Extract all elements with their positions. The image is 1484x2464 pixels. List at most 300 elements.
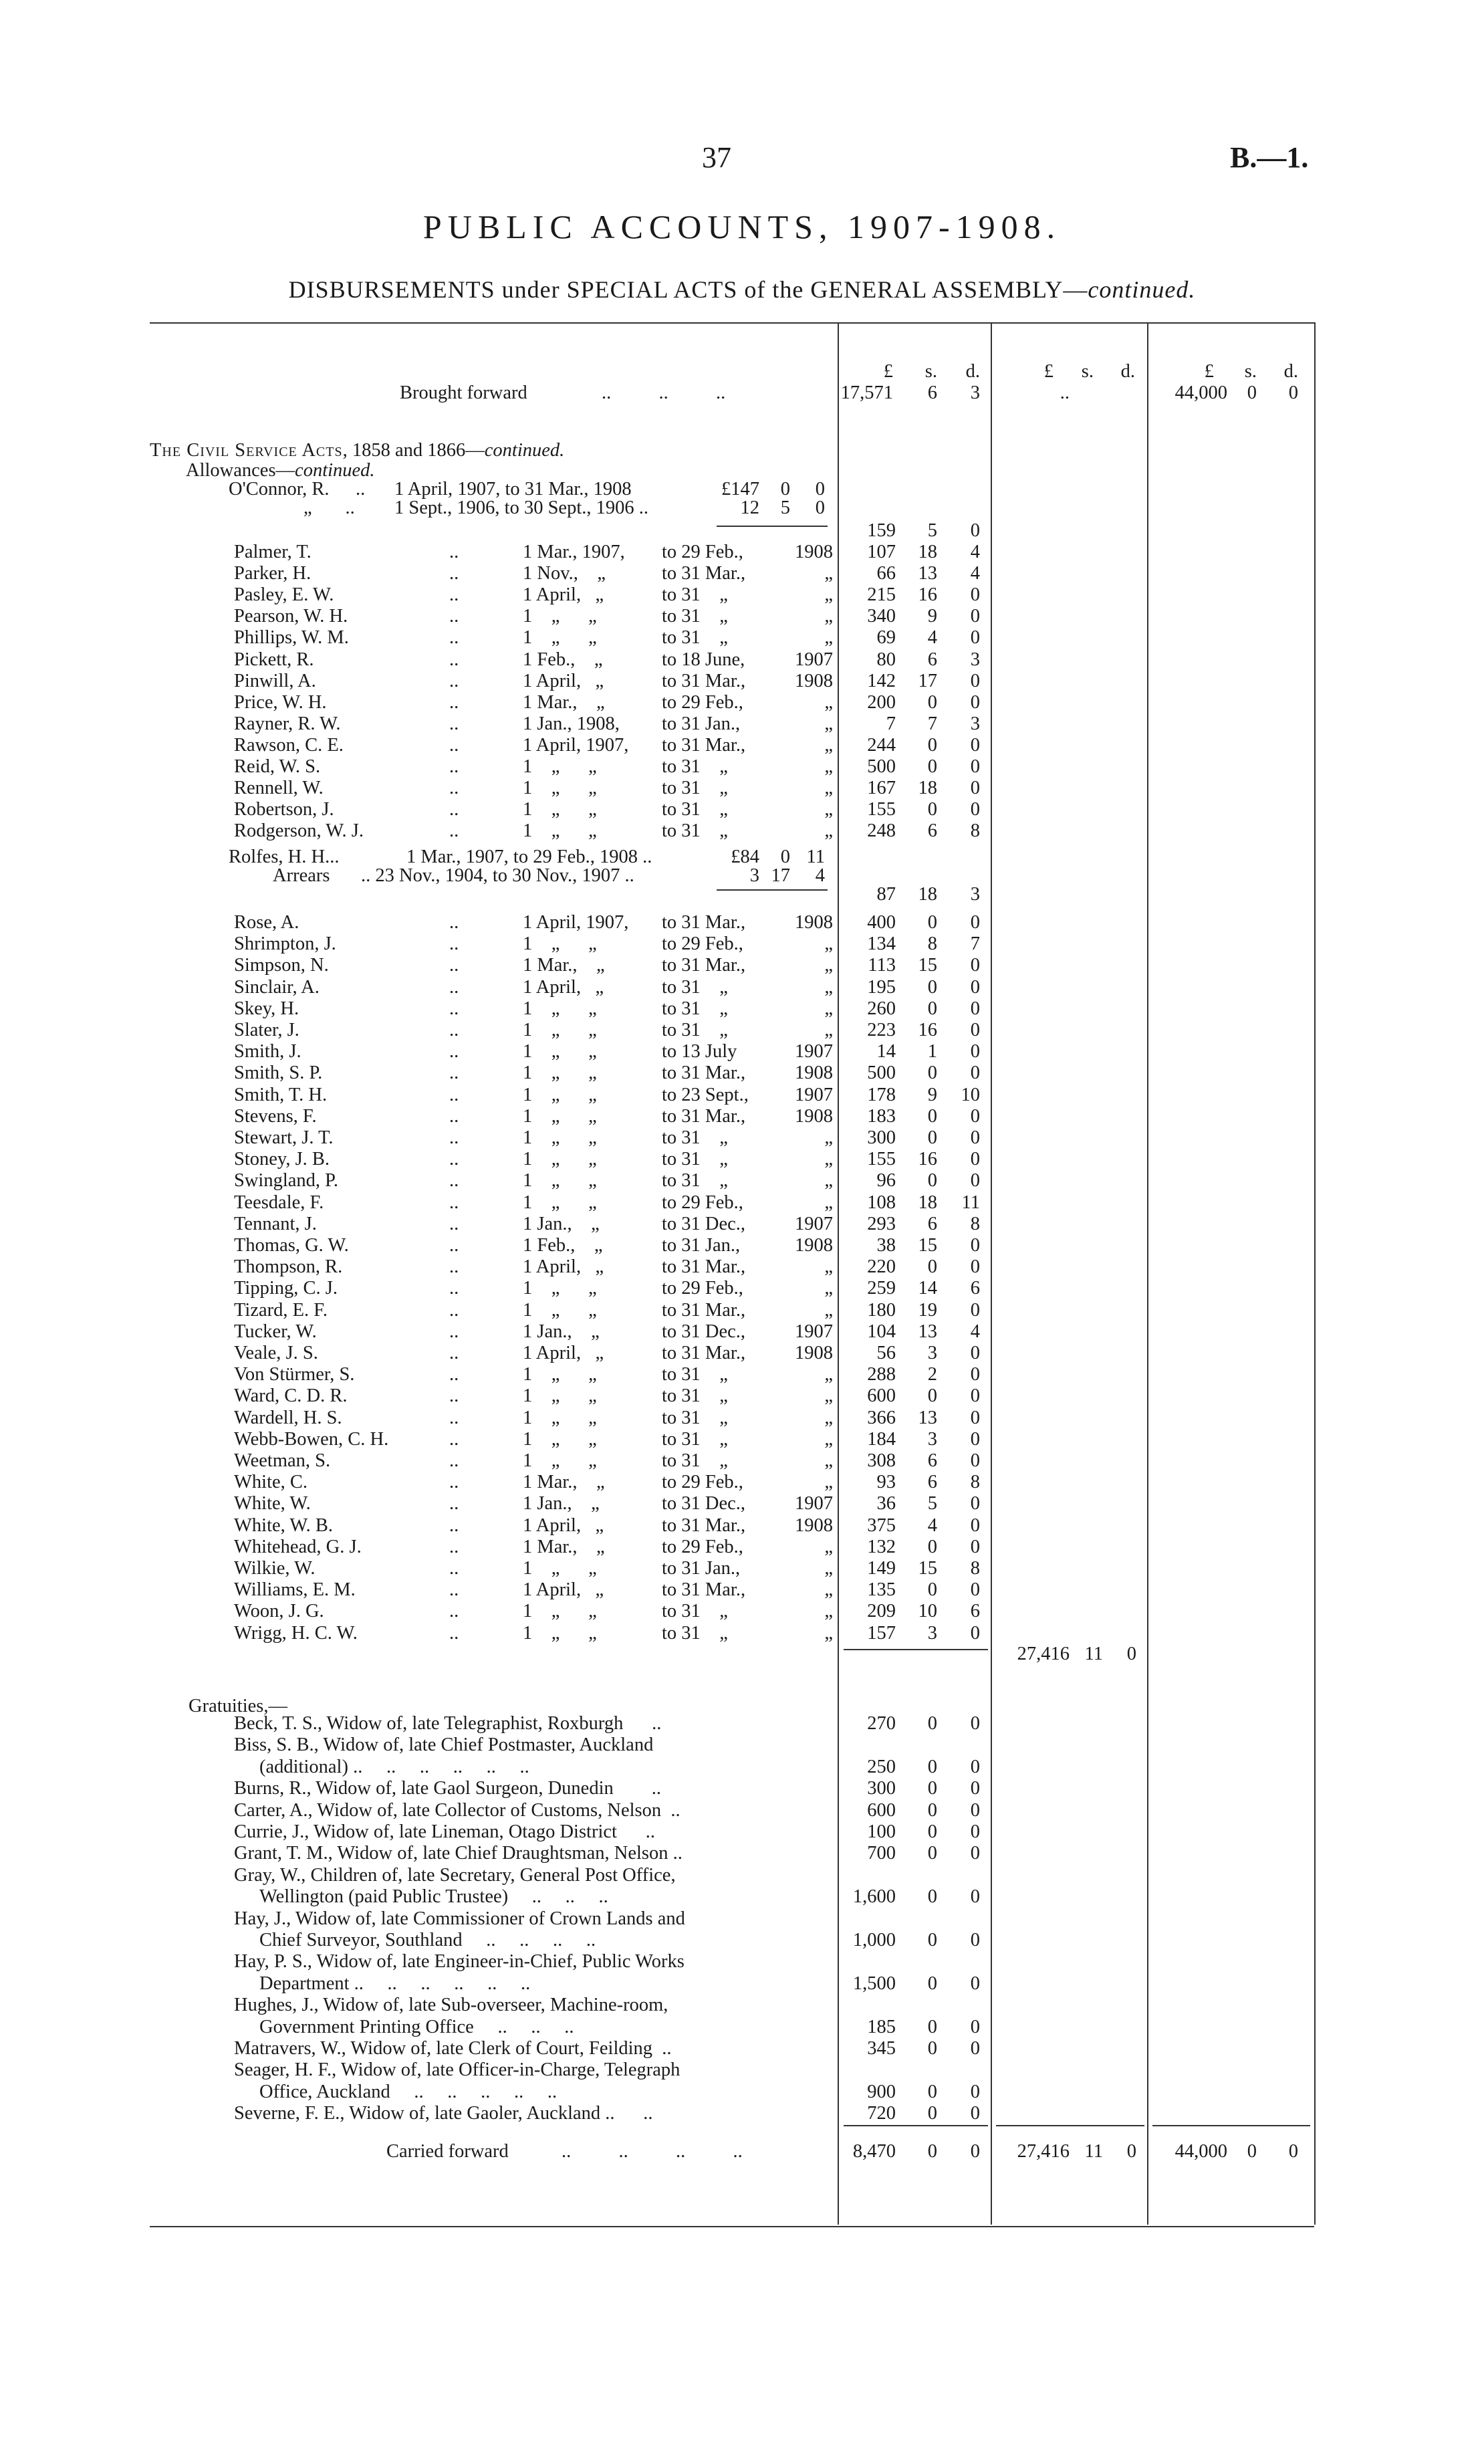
- period-from: 1 Mar., „: [523, 1536, 605, 1557]
- period-year: 1908: [795, 1062, 833, 1084]
- amount-pence: 0: [970, 2081, 980, 2102]
- gratuity-row: [0, 1734, 1003, 1756]
- gratuity-description: Seager, H. F., Widow of, late Officer-in-Charge, Telegraph: [234, 2059, 681, 2081]
- rolfes-total-d: 3: [970, 884, 980, 905]
- allowance-row: [0, 1579, 1003, 1601]
- col2-shillings-header: s.: [1081, 361, 1094, 382]
- amount-pence: 10: [961, 1084, 980, 1105]
- gratuity-description: (additional) .. .. .. .. .. ..: [259, 1756, 529, 1777]
- allowance-row: [0, 1408, 1003, 1429]
- amount-pence: 0: [970, 1407, 980, 1428]
- cf-col1-shillings: 0: [927, 2141, 937, 2162]
- amount-pence: 0: [970, 1536, 980, 1557]
- amount-pounds: 200: [867, 691, 896, 713]
- amount-shillings: 15: [918, 1235, 937, 1256]
- period-year: „: [824, 1020, 833, 1040]
- amount-pounds: 135: [867, 1579, 896, 1601]
- oconnor-amt-s: 0: [780, 479, 790, 499]
- payee-name: Veale, J. S.: [234, 1343, 318, 1363]
- amount-pence: 4: [970, 1321, 980, 1342]
- amount-pounds: 7: [886, 713, 896, 734]
- amount-pounds: 132: [867, 1536, 896, 1557]
- subtitle-main: DISBURSEMENTS under SPECIAL ACTS of the GENERAL ASSEMBLY—: [288, 276, 1088, 303]
- allowance-row: [0, 1020, 1003, 1041]
- payee-name: Shrimpton, J.: [234, 933, 336, 955]
- amount-pounds: 288: [867, 1364, 896, 1385]
- period-year: „: [824, 1622, 833, 1644]
- amount-pence: 0: [970, 1930, 980, 1950]
- amount-shillings: 0: [927, 1385, 937, 1407]
- allowance-row: [0, 1515, 1003, 1537]
- amount-pence: 6: [970, 1278, 980, 1299]
- arrears-amt-s: 17: [771, 865, 790, 886]
- leader-dots: ..: [449, 912, 459, 933]
- period-to: to 13 July: [662, 1041, 737, 1062]
- payee-name: Wardell, H. S.: [234, 1407, 342, 1428]
- gratuity-description: Hughes, J., Widow of, late Sub-overseer, Machine-room,: [234, 1995, 668, 2016]
- allowance-row: [0, 912, 1003, 933]
- allowances-label: Allowances—: [186, 460, 295, 481]
- allowances-total-d: 0: [1126, 1644, 1136, 1664]
- amount-pence: 0: [970, 1364, 980, 1385]
- amount-pence: 0: [970, 1450, 980, 1471]
- amount-pounds: 93: [876, 1472, 896, 1493]
- gratuity-description: Wellington (paid Public Trustee) .. .. ..: [259, 1886, 608, 1908]
- amount-pence: 0: [970, 691, 980, 713]
- leader-dots: ..: [449, 1299, 459, 1321]
- amount-pence: 4: [970, 542, 980, 562]
- amount-pence: 0: [970, 1579, 980, 1601]
- period-year: „: [824, 713, 833, 734]
- amount-pence: 0: [970, 1713, 980, 1734]
- amount-pence: 0: [970, 2038, 980, 2059]
- period-from: 1 „ „: [523, 1105, 597, 1127]
- leader-dots: ..: [449, 691, 459, 713]
- allowance-row: [0, 1558, 1003, 1579]
- col3-pounds-header: £: [1204, 361, 1214, 382]
- amount-shillings: 3: [927, 1343, 937, 1363]
- amount-shillings: 9: [927, 1084, 937, 1105]
- amount-shillings: 8: [927, 933, 937, 955]
- oconnor-amt-l: £147: [721, 479, 759, 499]
- cf-col3-pence: 0: [1288, 2141, 1298, 2162]
- leader-dots: ..: [449, 1105, 459, 1127]
- period-year: „: [824, 606, 833, 627]
- amount-shillings: 9: [927, 606, 937, 627]
- allowance-row: [0, 692, 1003, 713]
- allowance-row: [0, 1192, 1003, 1214]
- amount-pence: 6: [970, 1601, 980, 1622]
- amount-pounds: 36: [876, 1493, 896, 1515]
- amount-pounds: 155: [867, 1149, 896, 1170]
- payee-name: Stewart, J. T.: [234, 1127, 334, 1148]
- amount-pence: 0: [970, 1428, 980, 1450]
- amount-pounds: 1,500: [852, 1973, 896, 1994]
- payee-name: Stevens, F.: [234, 1105, 317, 1127]
- section-heading-caps: The Civil Service Acts: [150, 440, 343, 461]
- amount-shillings: 0: [927, 1105, 937, 1127]
- payee-name: Thompson, R.: [234, 1256, 343, 1278]
- allowance-row: [0, 1085, 1003, 1106]
- allowance-row: [0, 1364, 1003, 1385]
- amount-pounds: 900: [867, 2081, 896, 2102]
- leader-dots: ..: [449, 1235, 459, 1256]
- amount-shillings: 0: [927, 691, 937, 713]
- amount-shillings: 5: [927, 1493, 937, 1515]
- amount-shillings: 0: [927, 1799, 937, 1821]
- cf-col2-shillings: 11: [1084, 2141, 1103, 2162]
- period-from: 1 April, „: [523, 1579, 604, 1601]
- amount-pence: 0: [970, 1127, 980, 1148]
- amount-shillings: 3: [927, 1622, 937, 1644]
- amount-pounds: 260: [867, 998, 896, 1019]
- amount-shillings: 0: [927, 2103, 937, 2124]
- gratuity-description: Gray, W., Children of, late Secretary, General Post Office,: [234, 1864, 676, 1886]
- amount-pence: 0: [970, 1062, 980, 1084]
- cf-col1-pence: 0: [970, 2141, 980, 2162]
- amount-pounds: 248: [867, 820, 896, 842]
- amount-pounds: 96: [876, 1170, 896, 1192]
- payee-name: Reid, W. S.: [234, 756, 321, 777]
- leader-dots: ..: [449, 542, 459, 562]
- amount-pence: 0: [970, 912, 980, 933]
- allowances-italic: continued.: [295, 460, 375, 481]
- bf-col1-pence: 3: [970, 382, 980, 403]
- period-to: to 31 „: [662, 1601, 728, 1622]
- amount-shillings: 0: [927, 998, 937, 1019]
- leader-dots: ..: [449, 1256, 459, 1278]
- period-to: to 31 Dec.,: [662, 1493, 746, 1515]
- rolfes-amt-d: 11: [806, 847, 825, 867]
- gratuity-row: [0, 1951, 1003, 1973]
- amount-pence: 0: [970, 1886, 980, 1908]
- leader-dots: ..: [449, 756, 459, 777]
- period-from: 1 Mar., 1907,: [523, 542, 625, 562]
- amount-shillings: 0: [927, 1062, 937, 1084]
- period-to: to 31 „: [662, 1407, 728, 1428]
- amount-shillings: 6: [927, 649, 937, 670]
- column-rule-3: [1147, 322, 1148, 2225]
- gratuity-description: Government Printing Office .. .. ..: [259, 2016, 574, 2037]
- period-to: to 31 „: [662, 627, 728, 649]
- amount-pounds: 600: [867, 1385, 896, 1407]
- amount-pence: 0: [970, 1778, 980, 1799]
- period-to: to 31 „: [662, 1450, 728, 1471]
- period-from: 1 „ „: [523, 1407, 597, 1428]
- allowance-row: [0, 1106, 1003, 1127]
- amount-shillings: 14: [918, 1278, 937, 1299]
- amount-pounds: 300: [867, 1778, 896, 1799]
- period-to: to 29 Feb.,: [662, 542, 743, 562]
- gratuity-description: Beck, T. S., Widow of, late Telegraphist, Roxburgh ..: [234, 1713, 662, 1734]
- allowance-row: [0, 671, 1003, 692]
- period-year: 1907: [795, 1213, 833, 1234]
- amount-pounds: 14: [876, 1041, 896, 1062]
- period-from: 1 „ „: [523, 1601, 597, 1622]
- period-from: 1 „ „: [523, 820, 597, 842]
- payee-name: White, C.: [234, 1472, 308, 1493]
- oconnor-period: 1 April, 1907, to 31 Mar., 1908: [394, 479, 632, 499]
- period-to: to 31 Mar.,: [662, 670, 746, 691]
- leader-dots: ..: [449, 649, 459, 670]
- amount-pounds: 345: [867, 2038, 896, 2059]
- allowance-row: [0, 584, 1003, 606]
- allowance-row: [0, 933, 1003, 955]
- amount-pounds: 195: [867, 976, 896, 998]
- amount-shillings: 0: [927, 1579, 937, 1601]
- leader-dots: ..: [449, 998, 459, 1019]
- period-year: „: [824, 1127, 833, 1148]
- period-from: 1 April, „: [523, 584, 604, 606]
- gratuity-row: [0, 1800, 1003, 1821]
- amount-shillings: 0: [927, 1973, 937, 1994]
- period-year: 1907: [795, 1321, 833, 1342]
- amount-shillings: 18: [918, 542, 937, 562]
- amount-shillings: 10: [918, 1601, 937, 1622]
- period-year: 1908: [795, 1343, 833, 1363]
- payee-name: Rodgerson, W. J.: [234, 820, 364, 842]
- amount-pounds: 142: [867, 670, 896, 691]
- allowance-row: [0, 735, 1003, 756]
- amount-shillings: 0: [927, 756, 937, 777]
- allowance-row: [0, 627, 1003, 649]
- payee-name: Pinwill, A.: [234, 670, 316, 691]
- gratuity-description: Currie, J., Widow of, late Lineman, Otago District ..: [234, 1821, 655, 1842]
- period-to: to 31 Mar.,: [662, 1515, 746, 1536]
- payee-name: Sinclair, A.: [234, 976, 320, 998]
- oconnor-total-d: 0: [970, 520, 980, 541]
- payee-name: Wilkie, W.: [234, 1558, 316, 1579]
- payee-name: Palmer, T.: [234, 542, 312, 562]
- arrears-label: Arrears: [273, 865, 330, 886]
- gratuity-description: Department .. .. .. .. .. ..: [259, 1973, 531, 1994]
- amount-pounds: 178: [867, 1084, 896, 1105]
- gratuity-row: [0, 1995, 1003, 2016]
- amount-pence: 8: [970, 1472, 980, 1493]
- gratuity-row: [0, 2103, 1003, 2124]
- allowance-row: [0, 977, 1003, 998]
- period-from: 1 „ „: [523, 1170, 597, 1192]
- carried-forward-rule: [1152, 2125, 1310, 2126]
- amount-pounds: 184: [867, 1428, 896, 1450]
- amount-pounds: 185: [867, 2016, 896, 2037]
- leader-dots: ..: [449, 1278, 459, 1299]
- column-rule-4: [1314, 322, 1316, 2225]
- amount-pence: 3: [970, 713, 980, 734]
- period-to: to 31 „: [662, 799, 728, 820]
- leader-dots: ..: [449, 1041, 459, 1062]
- amount-pounds: 100: [867, 1821, 896, 1842]
- payee-name: Tucker, W.: [234, 1321, 317, 1342]
- brought-forward-label: Brought forward: [400, 382, 527, 403]
- leaders: .. .. .. ..: [562, 2141, 743, 2162]
- bf-col3-pence: 0: [1288, 382, 1298, 403]
- allowance-row: [0, 1429, 1003, 1450]
- cf-col3-pounds: 44,000: [1174, 2141, 1227, 2162]
- period-to: to 31 Mar.,: [662, 1062, 746, 1084]
- payee-name: Thomas, G. W.: [234, 1235, 349, 1256]
- period-from: 1 April, „: [523, 1256, 604, 1278]
- payee-name: Rayner, R. W.: [234, 713, 341, 734]
- payee-name: White, W. B.: [234, 1515, 334, 1536]
- amount-pounds: 340: [867, 606, 896, 627]
- gratuity-row: [0, 1778, 1003, 1799]
- period-to: to 29 Feb.,: [662, 1278, 743, 1299]
- allowance-row: [0, 1127, 1003, 1149]
- amount-pounds: 259: [867, 1278, 896, 1299]
- amount-shillings: 0: [927, 734, 937, 756]
- allowance-row: [0, 799, 1003, 820]
- allowance-row: [0, 1149, 1003, 1170]
- amount-pounds: 500: [867, 1062, 896, 1084]
- document-reference: B.—1.: [1230, 141, 1309, 174]
- amount-shillings: 6: [927, 1213, 937, 1234]
- amount-pounds: 80: [876, 649, 896, 670]
- period-to: to 31 „: [662, 606, 728, 627]
- amount-pounds: 167: [867, 778, 896, 799]
- leader-dots: ..: [449, 1450, 459, 1471]
- period-year: „: [824, 691, 833, 713]
- amount-shillings: 0: [927, 2016, 937, 2037]
- period-to: to 31 „: [662, 1149, 728, 1170]
- payee-name: Woon, J. G.: [234, 1601, 324, 1622]
- amount-pounds: 308: [867, 1450, 896, 1471]
- period-to: to 31 Mar.,: [662, 955, 746, 976]
- amount-pence: 0: [970, 1493, 980, 1515]
- gratuity-row: [0, 2059, 1003, 2081]
- amount-pounds: 270: [867, 1713, 896, 1734]
- gratuity-row-continuation: [0, 1757, 1003, 1778]
- leader-dots: ..: [449, 1428, 459, 1450]
- period-to: to 31 Jan.,: [662, 1558, 741, 1579]
- period-year: „: [824, 1407, 833, 1428]
- payee-name: Phillips, W. M.: [234, 627, 349, 649]
- leader-dots: ..: [449, 1343, 459, 1363]
- period-from: 1 April, „: [523, 1515, 604, 1536]
- carried-forward-row: [0, 2141, 1484, 2162]
- leader-dots: ..: [449, 627, 459, 649]
- period-from: 1 April, 1907,: [523, 912, 629, 933]
- amount-pounds: 366: [867, 1407, 896, 1428]
- rolfes-total-row: [0, 884, 1003, 905]
- gratuity-description: Severne, F. E., Widow of, late Gaoler, Auckland .. ..: [234, 2103, 653, 2124]
- col2-pounds-header: £: [1043, 361, 1054, 382]
- amount-pounds: 223: [867, 1020, 896, 1040]
- period-year: „: [824, 1428, 833, 1450]
- leader-dots: ..: [449, 799, 459, 820]
- amount-pence: 0: [970, 1343, 980, 1363]
- gratuity-row: [0, 1908, 1003, 1930]
- period-year: „: [824, 799, 833, 820]
- leader-dots: ..: [449, 1062, 459, 1084]
- leader-dots: ..: [449, 1579, 459, 1601]
- period-to: to 31 „: [662, 1428, 728, 1450]
- amount-pounds: 66: [876, 563, 896, 584]
- arrears-period: .. 23 Nov., 1904, to 30 Nov., 1907 ..: [361, 865, 634, 886]
- payee-name: Price, W. H.: [234, 691, 327, 713]
- period-year: „: [824, 1170, 833, 1192]
- period-to: to 31 „: [662, 1127, 728, 1148]
- amount-pounds: 157: [867, 1622, 896, 1644]
- rolfes-name: Rolfes, H. H...: [229, 847, 340, 867]
- amount-shillings: 15: [918, 955, 937, 976]
- allowances-total-s: 11: [1084, 1644, 1103, 1664]
- period-from: 1 „ „: [523, 1127, 597, 1148]
- leader-dots: ..: [449, 1364, 459, 1385]
- amount-pence: 0: [970, 1973, 980, 1994]
- allowance-row: [0, 1472, 1003, 1493]
- period-from: 1 Jan., „: [523, 1321, 600, 1342]
- amount-pence: 0: [970, 1041, 980, 1062]
- period-year: „: [824, 955, 833, 976]
- gratuity-row: [0, 1713, 1003, 1734]
- col3-pence-header: d.: [1283, 361, 1298, 382]
- leader-dots: ..: [449, 1170, 459, 1192]
- bf-col3-shillings: 0: [1247, 382, 1257, 403]
- amount-shillings: 18: [918, 778, 937, 799]
- period-year: 1908: [795, 912, 833, 933]
- amount-pounds: 134: [867, 933, 896, 955]
- period-from: 1 Jan., 1908,: [523, 713, 620, 734]
- payee-name: Webb-Bowen, C. H.: [234, 1428, 389, 1450]
- leader-dots: ..: [449, 1213, 459, 1234]
- oconnor-row-2: [0, 497, 842, 519]
- payee-name: Smith, S. P.: [234, 1062, 323, 1084]
- leader-dots: ..: [449, 1558, 459, 1579]
- amount-pounds: 113: [868, 955, 896, 976]
- amount-shillings: 17: [918, 670, 937, 691]
- period-from: 1 „ „: [523, 1278, 597, 1299]
- allowance-row: [0, 1256, 1003, 1278]
- amount-pence: 0: [970, 1256, 980, 1278]
- gratuity-row-continuation: [0, 1930, 1003, 1951]
- period-from: 1 Jan., „: [523, 1213, 600, 1234]
- period-to: to 31 „: [662, 778, 728, 799]
- amount-pence: 0: [970, 976, 980, 998]
- amount-shillings: 4: [927, 1515, 937, 1536]
- cf-col2-pounds: 27,416: [1017, 2141, 1070, 2162]
- amount-pence: 0: [970, 606, 980, 627]
- gratuity-description: Matravers, W., Widow of, late Clerk of Court, Feilding ..: [234, 2038, 672, 2059]
- leader-dots: ..: [449, 778, 459, 799]
- allowance-row: [0, 1343, 1003, 1364]
- amount-pounds: 500: [867, 756, 896, 777]
- period-from: 1 Feb., „: [523, 1235, 603, 1256]
- leader-dots: ..: [449, 1536, 459, 1557]
- amount-pounds: 1,600: [852, 1886, 896, 1908]
- amount-pence: 0: [970, 734, 980, 756]
- payee-name: Weetman, S.: [234, 1450, 331, 1471]
- allowance-row: [0, 563, 1003, 584]
- col1-pence-header: d.: [965, 361, 980, 382]
- period-year: „: [824, 584, 833, 606]
- period-year: „: [824, 1364, 833, 1385]
- gratuity-description: Office, Auckland .. .. .. .. ..: [259, 2081, 558, 2102]
- amount-pounds: 700: [867, 1843, 896, 1864]
- period-to: to 31 „: [662, 1385, 728, 1407]
- amount-pence: 0: [970, 1821, 980, 1842]
- col3-shillings-header: s.: [1244, 361, 1257, 382]
- payee-name: Pickett, R.: [234, 649, 314, 670]
- amount-pounds: 180: [867, 1299, 896, 1321]
- period-from: 1 April, „: [523, 976, 604, 998]
- period-from: 1 „ „: [523, 1428, 597, 1450]
- gratuity-row-continuation: [0, 2082, 1003, 2103]
- amount-shillings: 16: [918, 1020, 937, 1040]
- payee-name: Pasley, E. W.: [234, 584, 334, 606]
- leader-dots: ..: [449, 1622, 459, 1644]
- amount-shillings: 0: [927, 1930, 937, 1950]
